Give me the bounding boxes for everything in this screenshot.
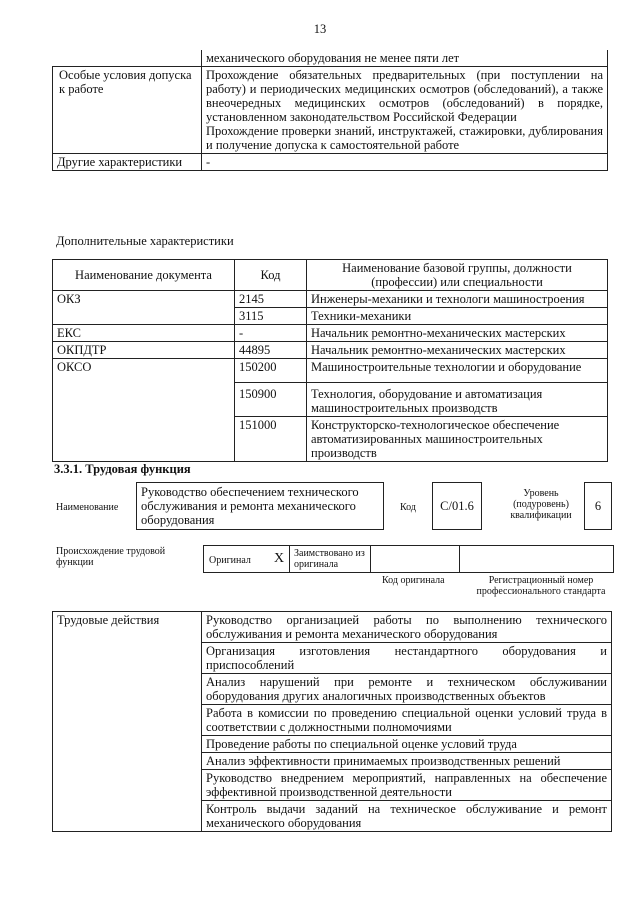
function-heading: 3.3.1. Трудовая функция <box>54 462 191 476</box>
code-cell: 44895 <box>235 342 307 359</box>
row-label: Особые условия допуска к работе <box>53 67 202 154</box>
actions-table <box>52 611 612 832</box>
function-code-box <box>432 482 482 530</box>
action-item: Анализ нарушений при ремонте и техническом обслуживании оборудования других аналогичных производственных объектов <box>202 674 612 705</box>
level-box <box>584 482 612 530</box>
name-cell: Начальник ремонтно-механических мастерских <box>307 325 608 342</box>
borrowed-label: Заимствовано из оригинала <box>294 548 365 570</box>
function-name: Руководство обеспечением технического обслуживания и ремонта механического оборудования <box>141 485 359 527</box>
name-label: Наименование <box>56 502 119 513</box>
doc-cell: ОКПДТР <box>53 342 235 359</box>
reg-number-caption: Регистрационный номер профессионального стандарта <box>476 575 606 597</box>
function-code: C/01.6 <box>440 499 474 513</box>
table-header-row <box>53 260 608 291</box>
action-item: Анализ эффективности принимаемых производственных решений <box>202 753 612 770</box>
action-item: Работа в комиссии по проведению специальной оценки условий труда в соответствии с должностными полномочиями <box>202 705 612 736</box>
doc-cell: ОКЗ <box>53 291 235 325</box>
name-cell: Начальник ремонтно-механических мастерских <box>307 342 608 359</box>
table-row <box>53 325 608 342</box>
table-row <box>53 612 612 643</box>
action-item: Проведение работы по специальной оценке условий труда <box>202 736 612 753</box>
divider <box>459 546 460 572</box>
function-name-box <box>136 482 384 530</box>
code-cell: 150900 <box>235 383 307 417</box>
table-row <box>53 154 608 171</box>
action-item: Организация изготовления нестандартного оборудования и приспособлений <box>202 643 612 674</box>
row-line: Прохождение обязательных предварительных (при поступлении на работу) и периодических медицинских осмотров (обследований), а также внеочередных медицинских осмотров (обследований) в порядке, установленном законодательством Российской Федерации <box>206 68 603 124</box>
divider <box>289 546 290 572</box>
code-cell: 2145 <box>235 291 307 308</box>
actions-label: Трудовые действия <box>53 612 202 832</box>
action-item: Контроль выдачи заданий на техническое обслуживание и ремонт механического оборудования <box>202 801 612 832</box>
additional-heading: Дополнительные характеристики <box>56 234 234 248</box>
doc-cell: ЕКС <box>53 325 235 342</box>
code-cell: 150200 <box>235 359 307 383</box>
original-mark: X <box>274 551 285 566</box>
name-cell: Машиностроительные технологии и оборудование <box>307 359 608 383</box>
doc-cell: ОКСО <box>53 359 235 462</box>
name-cell: Конструкторско-технологическое обеспечение автоматизированных машиностроительных производств <box>307 417 608 462</box>
table-row <box>53 359 608 383</box>
column-header: Наименование документа <box>53 260 235 291</box>
row-line: Прохождение проверки знаний, инструктажей, стажировки, дублирования и получение допуска к самостоятельной работе <box>206 124 603 152</box>
origin-box <box>203 545 614 573</box>
original-label: Оригинал <box>209 555 251 566</box>
column-header: Код <box>235 260 307 291</box>
level-label: Уровень (подуровень) квалификации <box>510 488 572 521</box>
code-cell: 151000 <box>235 417 307 462</box>
name-cell: Инженеры-механики и технологи машиностроения <box>307 291 608 308</box>
column-header: Наименование базовой группы, должности (профессии) или специальности <box>307 260 608 291</box>
row-value: - <box>202 154 608 171</box>
page-number: 13 <box>313 22 327 36</box>
code-label: Код <box>400 502 416 513</box>
code-cell: 3115 <box>235 308 307 325</box>
table-row <box>53 342 608 359</box>
table-row <box>53 50 608 67</box>
continued-text: механического оборудования не менее пяти лет <box>202 50 608 67</box>
code-cell: - <box>235 325 307 342</box>
origin-label: Происхождение трудовой функции <box>56 546 166 568</box>
action-item: Руководство организацией работы по выполнению технического обслуживания и ремонта механического оборудования <box>202 612 612 643</box>
level-value: 6 <box>594 499 602 513</box>
divider <box>370 546 371 572</box>
action-item: Руководство внедрением мероприятий, направленных на обеспечение эффективной производственной деятельности <box>202 770 612 801</box>
row-value <box>202 67 608 154</box>
row-label: Другие характеристики <box>53 154 202 171</box>
table-row <box>53 291 608 308</box>
table-row <box>53 67 608 154</box>
name-cell: Техники-механики <box>307 308 608 325</box>
additional-table <box>52 259 608 462</box>
code-original-caption: Код оригинала <box>382 575 445 586</box>
conditions-table <box>52 50 608 171</box>
name-cell: Технология, оборудование и автоматизация машиностроительных производств <box>307 383 608 417</box>
